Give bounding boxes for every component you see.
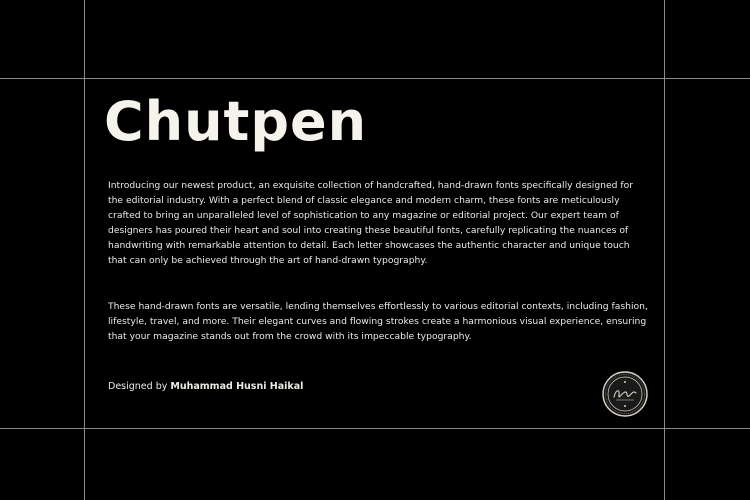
intro-paragraph: Introducing our newest product, an exquisite collection of handcrafted, hand-drawn fonts specifically designed for the editorial industry. With a perfect blend of classic elegance and modern charm, these fonts are meticulously crafted to bring an unparalleled level of sophistication to any magazine or editorial project. Our expert team of designers has poured their heart and soul into creating these beautiful fonts, carefully replicating the nuances of handwriting with remarkable attention to detail. Each letter showcases the authentic character and unique touch that can only be achieved through the art of hand-drawn typography. [108, 180, 634, 266]
grid-line-right [664, 0, 665, 500]
versatility-paragraph: These hand-drawn fonts are versatile, lending themselves effortlessly to various editorial contexts, including fashion, lifestyle, travel, and more. Their elegant curves and flowing strokes create a harmonious visual experience, ensuring that your magazine stands out from the crowd with its impeccable typography. [108, 301, 648, 342]
signature-seal-icon [602, 371, 648, 417]
grid-line-left [84, 0, 85, 500]
designer-name: Muhammad Husni Haikal [170, 381, 304, 392]
credit-prefix: Designed by [108, 381, 171, 392]
grid-line-bottom [0, 428, 750, 429]
grid-line-top [0, 78, 750, 79]
designer-credit [108, 381, 303, 392]
font-title: Chutpen [104, 90, 368, 153]
